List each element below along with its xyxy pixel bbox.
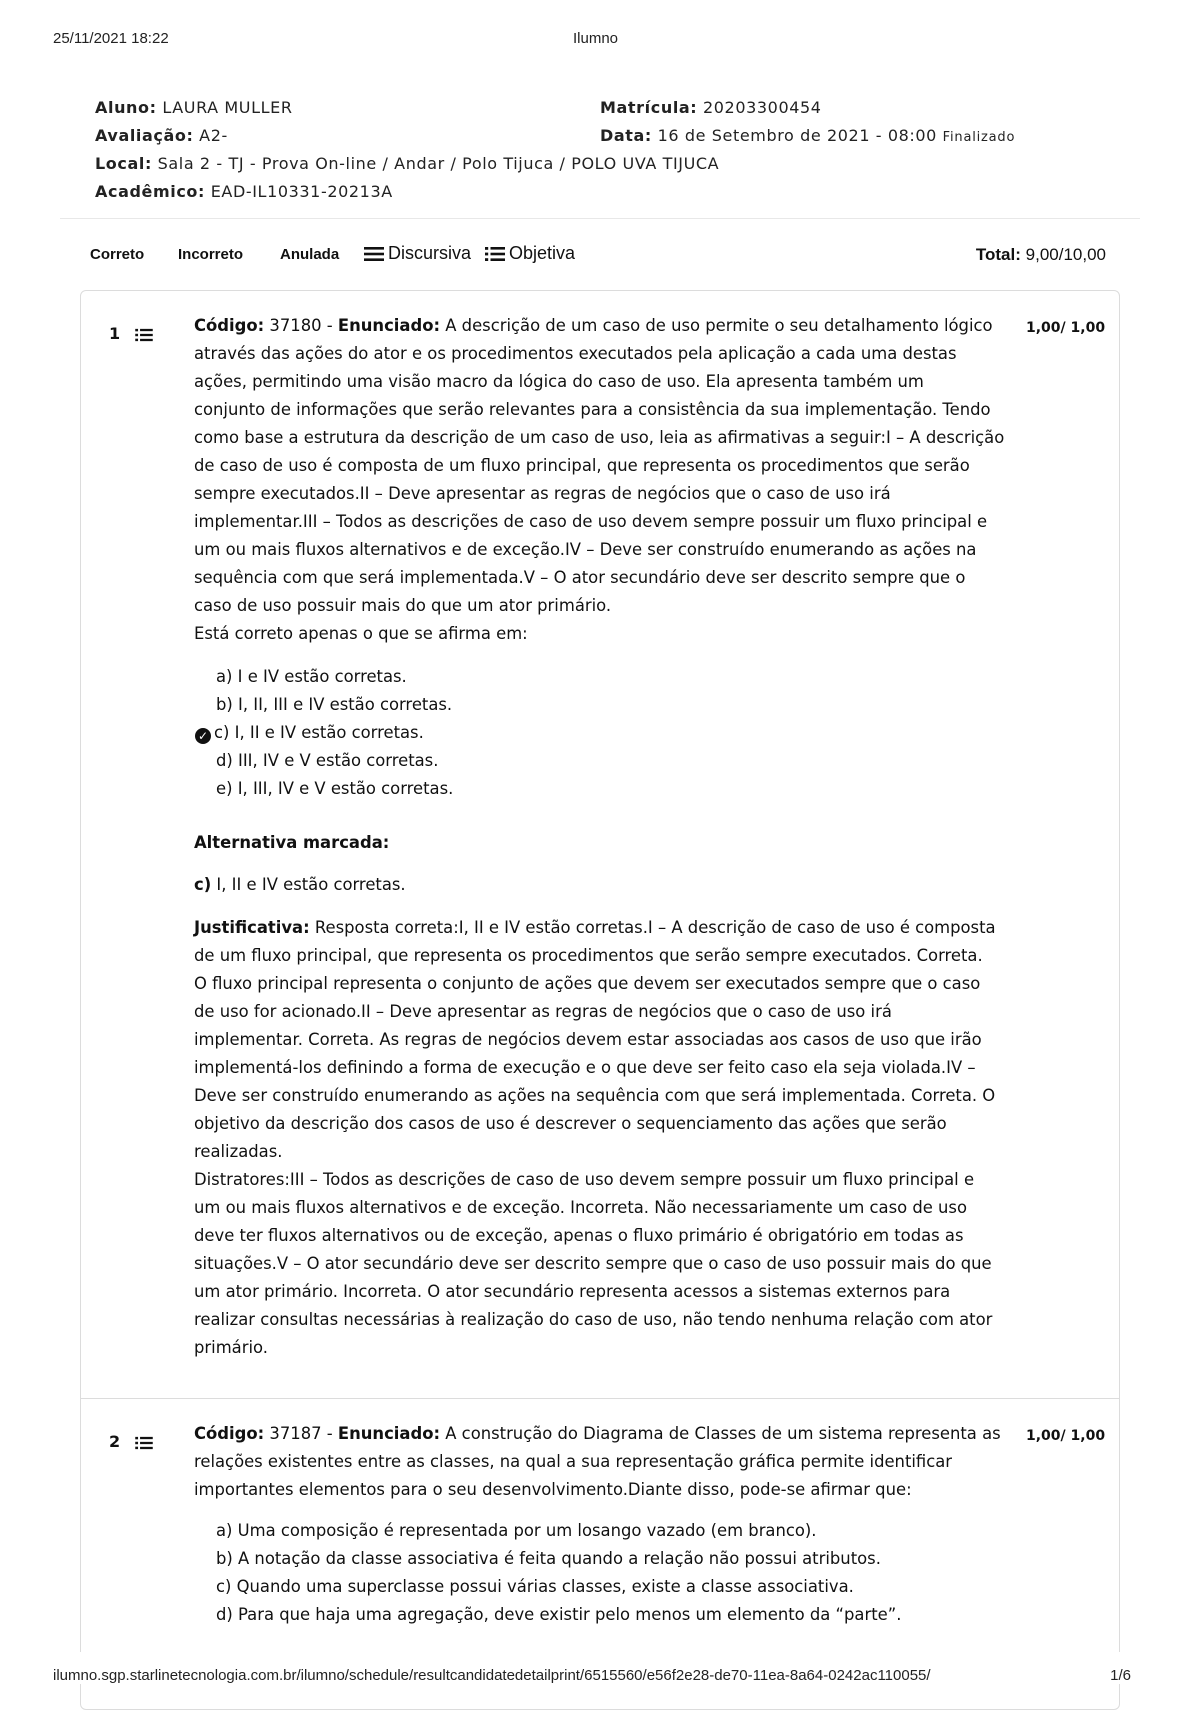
justification-line: Distratores:III – Todos as descrições de caso de uso devem sempre possuir um fluxo principal e	[194, 1170, 975, 1189]
total-score	[976, 245, 1106, 265]
question-2-alternatives	[216, 1517, 901, 1629]
statement-line: implementar.III – Todos as descrições de caso de uso devem sempre possuir um fluxo principal e	[194, 512, 988, 531]
statement-line: Está correto apenas o que se afirma em:	[194, 624, 528, 643]
data-label: Data:	[600, 126, 652, 145]
justification-line: de uso for acionado.II – Deve apresentar as regras de negócios que o caso de uso irá	[194, 1002, 892, 1021]
statement-line: caso de uso possuir mais do que um ator primário.	[194, 596, 612, 615]
justification-line: implementar. Correta. As regras de negócios devem estar associadas aos casos de uso que irão	[194, 1030, 982, 1049]
legend-objetiva[interactable]	[485, 243, 575, 264]
legend-discursiva-label: Discursiva	[388, 243, 472, 263]
question-1-number: 1	[109, 324, 121, 343]
justification-line: realizar consultas necessárias à realização do caso de uso, não tendo nenhuma relação com ator	[194, 1310, 993, 1329]
statement-line: importantes elementos para o seu desenvolvimento.Diante disso, pode-se afirmar que:	[194, 1480, 912, 1499]
marked-answer	[194, 871, 406, 899]
print-url: ilumno.sgp.starlinetecnologia.com.br/ilumno/schedule/resultcandidatedetailprint/6515560/e56f2e28-de70-11ea-8a64-0242ac110055/	[53, 1667, 931, 1684]
question-1-alternatives	[197, 663, 454, 803]
justification-line: de um fluxo principal, que representa os procedimentos que serão sempre executados. Correta.	[194, 946, 983, 965]
statement-line: de caso de uso é composta de um fluxo principal, que representa os procedimentos que serão	[194, 456, 970, 475]
enunciado-label: Enunciado:	[337, 316, 441, 335]
codigo-label: Código:	[194, 316, 265, 335]
local-label: Local:	[95, 154, 152, 173]
statement-line: um ou mais fluxos alternativos e de exceção.IV – Deve ser construído enumerando as ações na	[194, 540, 977, 559]
justificativa-label: Justificativa:	[194, 918, 310, 937]
matricula-row	[600, 98, 822, 117]
question-2-number: 2	[109, 1432, 121, 1451]
total-value: 9,00/10,00	[1025, 245, 1106, 264]
student-name-row	[95, 98, 293, 117]
print-datetime: 25/11/2021 18:22	[53, 30, 169, 47]
local-value: Sala 2 - TJ - Prova On-line / Andar / Polo Tijuca / POLO UVA TIJUCA	[157, 154, 720, 173]
avaliacao-value: A2-	[199, 126, 228, 145]
header-divider	[60, 218, 1140, 219]
local-row	[95, 154, 719, 173]
student-name: LAURA MULLER	[162, 98, 293, 117]
alternative-d: d) Para que haja uma agregação, deve existir pelo menos um elemento da “parte”.	[216, 1605, 902, 1624]
question-2-score: 1,00/ 1,00	[1026, 1428, 1106, 1444]
statement-line: como base a estrutura da descrição de um caso de uso, leia as afirmativas a seguir:I – A descrição	[194, 428, 1005, 447]
justification-line: situações.V – O ator secundário deve ser descrito sempre que o caso de uso possuir mais do que	[194, 1254, 992, 1273]
enunciado-label: Enunciado:	[337, 1424, 441, 1443]
justification-line: objetivo da descrição dos casos de uso é descrever o sequenciamento das ações que serão	[194, 1114, 947, 1133]
academico-value: EAD-IL10331-20213A	[210, 182, 393, 201]
statement-line: ações, permitindo uma visão macro da lógica do caso de uso. Ela apresenta também um	[194, 372, 924, 391]
justification-line: Deve ser construído enumerando as ações na sequência com que será implementada. Correta. O	[194, 1086, 996, 1105]
alternative-c	[195, 719, 453, 747]
marked-letter: c)	[194, 875, 212, 894]
matricula-value: 20203300454	[702, 98, 822, 117]
justification-line: primário.	[194, 1338, 268, 1357]
marked-text: I, II e IV estão corretas.	[211, 875, 406, 894]
codigo-value: 37180 -	[264, 316, 338, 335]
academico-label: Acadêmico:	[95, 182, 205, 201]
justification-line	[194, 914, 994, 942]
question-2-statement	[194, 1420, 1001, 1504]
legend-discursiva[interactable]	[364, 243, 471, 264]
list-icon	[485, 246, 505, 262]
data-row	[600, 126, 1015, 145]
justification	[194, 914, 994, 1362]
statement-line: sequência com que será implementada.V – O ator secundário deve ser descrito sempre que o	[194, 568, 966, 587]
codigo-label: Código:	[194, 1424, 265, 1443]
alternative-c-text: c) I, II e IV estão corretas.	[214, 723, 424, 742]
statement-line	[194, 1420, 1001, 1448]
statement-line: relações existentes entre as classes, na qual a sua representação gráfica permite identificar	[194, 1452, 953, 1471]
matricula-label: Matrícula:	[600, 98, 698, 117]
avaliacao-row	[95, 126, 228, 145]
alternative-d: d) III, IV e V estão corretas.	[216, 751, 439, 770]
justification-line: um ator primário. Incorreta. O ator secundário representa acessos a sistemas externos para	[194, 1282, 951, 1301]
data-value: 16 de Setembro de 2021 - 08:00	[657, 126, 937, 145]
alternative-b: b) A notação da classe associativa é feita quando a relação não possui atributos.	[216, 1549, 881, 1568]
codigo-value: 37187 -	[264, 1424, 338, 1443]
justification-line: deve ter fluxos alternativos ou de exceção, apenas o fluxo primário é obrigatório em todas as	[194, 1226, 964, 1245]
list-icon	[135, 328, 153, 342]
alternative-a: a) I e IV estão corretas.	[216, 667, 407, 686]
question-1-statement	[194, 312, 1005, 648]
alternative-c: c) Quando uma superclasse possui várias classes, existe a classe associativa.	[216, 1577, 854, 1596]
legend-incorreto[interactable]: Incorreto	[178, 246, 244, 263]
academico-row	[95, 182, 393, 201]
statement-line	[194, 312, 994, 340]
marked-label: Alternativa marcada:	[194, 833, 390, 852]
alternative-e: e) I, III, IV e V estão corretas.	[216, 779, 454, 798]
statement-line: através das ações do ator e os procedimentos executados pela aplicação a cada uma destas	[194, 344, 957, 363]
statement-line: conjunto de informações que serão relevantes para a consistência da sua implementação. Tendo	[194, 400, 991, 419]
justification-line: um ou mais fluxos alternativos e de exceção. Incorreta. Não necessariamente um caso de uso	[194, 1198, 967, 1217]
total-label: Total:	[975, 245, 1021, 264]
print-title: Ilumno	[572, 30, 619, 47]
legend-correto[interactable]: Correto	[90, 246, 145, 263]
legend-objetiva-label: Objetiva	[509, 243, 576, 263]
check-circle-icon: ✓	[195, 728, 211, 744]
alternative-a: a) Uma composição é representada por um losango vazado (em branco).	[216, 1521, 817, 1540]
justification-text: Resposta correta:I, II e IV estão corretas.I – A descrição de caso de uso é composta	[309, 918, 996, 937]
status-badge: Finalizado	[942, 130, 1016, 145]
statement-text: A descrição de um caso de uso permite o seu detalhamento lógico	[440, 316, 993, 335]
alternative-b: b) I, II, III e IV estão corretas.	[216, 695, 453, 714]
justification-line: realizadas.	[194, 1142, 283, 1161]
justification-line: implementá-los definindo a forma de execução e o que deve ser feito caso ela seja violada.IV –	[194, 1058, 976, 1077]
legend-anulada[interactable]: Anulada	[280, 246, 340, 263]
justification-line: O fluxo principal representa o conjunto de ações que devem ser executados sempre que o caso	[194, 974, 981, 993]
print-page-number: 1/6	[1110, 1667, 1131, 1684]
avaliacao-label: Avaliação:	[95, 126, 194, 145]
question-divider	[81, 1398, 1119, 1399]
statement-text: A construção do Diagrama de Classes de um sistema representa as	[440, 1424, 1001, 1443]
bars-icon	[364, 246, 384, 262]
question-1-score: 1,00/ 1,00	[1026, 320, 1106, 336]
list-icon	[135, 1436, 153, 1450]
statement-line: sempre executados.II – Deve apresentar as regras de negócios que o caso de uso irá	[194, 484, 891, 503]
aluno-label: Aluno:	[95, 98, 157, 117]
